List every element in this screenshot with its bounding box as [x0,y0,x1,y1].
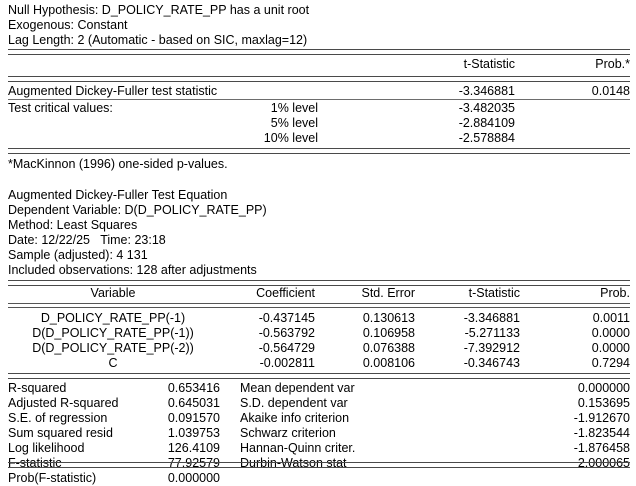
stat-label-sum-squared-resid: Sum squared resid [8,426,113,440]
coef-col-header-variable: Variable [90,286,136,300]
dependent-variable-line: Dependent Variable: D(D_POLICY_RATE_PP) [8,203,267,217]
stat-value-f-statistic: 77.92579 [167,456,220,470]
table-row-coefficient-2: -0.563792 [258,326,315,340]
stat-value-r-squared: 0.653416 [167,381,220,395]
stat-label-prob-f-statistic: Prob(F-statistic) [8,471,97,485]
stat-label-f-statistic: F-statistic [8,456,62,470]
table-row-variable-1: D_POLICY_RATE_PP(-1) [40,311,186,325]
table-row-coefficient-4: -0.002811 [259,356,315,370]
critical-level-label-1: 1% level [270,101,318,115]
coef-col-header-std-error: Std. Error [361,286,415,300]
critical-level-label-3: 10% level [263,131,318,145]
table-row-std-error-1: 0.130613 [362,311,415,325]
coef-col-header-t-statistic: t-Statistic [468,286,520,300]
table-row-std-error-4: 0.008106 [362,356,415,370]
method-line: Method: Least Squares [8,218,138,232]
included-observations-line: Included observations: 128 after adjustments [8,263,257,277]
table-row-t-statistic-1: -3.346881 [463,311,520,325]
stat-value-schwarz-criterion: -1.823544 [573,426,630,440]
critical-level-value-3: -2.578884 [458,131,515,145]
adf-statistic-prob: 0.0148 [591,84,630,98]
table-row-coefficient-1: -0.437145 [258,311,315,325]
rule-summary-bottom [8,462,630,468]
rule-coef-table-bottom [8,373,630,379]
stat-label-se-of-regression: S.E. of regression [8,411,108,425]
stat-value-sd-dependent-var: 0.153695 [577,396,630,410]
stat-value-se-of-regression: 0.091570 [167,411,220,425]
table-row-t-statistic-3: -7.392912 [463,341,520,355]
adf-col-header-prob: Prob.* [595,57,630,71]
table-row-std-error-3: 0.076388 [362,341,415,355]
stat-label-r-squared: R-squared [8,381,67,395]
stat-value-mean-dependent-var: 0.000000 [577,381,630,395]
critical-level-value-1: -3.482035 [458,101,515,115]
table-row-prob-2: 0.0000 [591,326,630,340]
table-row-prob-1: 0.0011 [592,311,630,325]
rule-coef-header-bottom [8,303,630,308]
sample-line: Sample (adjusted): 4 131 [8,248,148,262]
coef-col-header-coefficient: Coefficient [256,286,315,300]
adf-statistic-label: Augmented Dickey-Fuller test statistic [8,84,218,98]
stat-value-sum-squared-resid: 1.039753 [167,426,220,440]
critical-level-value-2: -2.884109 [458,116,515,130]
stat-label-durbin-watson-stat: Durbin-Watson stat [240,456,347,470]
coef-col-header-prob: Prob. [600,286,630,300]
stat-label-adjusted-r-squared: Adjusted R-squared [8,396,119,410]
stat-label-hannan-quinn-criter: Hannan-Quinn criter. [240,441,356,455]
rule-header-bottom [8,49,630,55]
stat-label-mean-dependent-var: Mean dependent var [240,381,355,395]
stat-value-prob-f-statistic: 0.000000 [167,471,220,485]
table-row-t-statistic-4: -0.346743 [463,356,520,370]
rule-adf-header-bottom [8,76,630,82]
mackinnon-footnote: *MacKinnon (1996) one-sided p-values. [8,157,228,171]
date-time-line: Date: 12/22/25 Time: 23:18 [8,233,166,247]
table-row-variable-4: C [108,356,118,370]
table-row-variable-2: D(D_POLICY_RATE_PP(-1)) [32,326,194,340]
table-row-prob-3: 0.0000 [591,341,630,355]
table-row-t-statistic-2: -5.271133 [464,326,520,340]
stat-value-log-likelihood: 126.4109 [167,441,220,455]
adf-critical-values-label: Test critical values: [8,101,113,115]
stat-value-akaike-info-criterion: -1.912670 [573,411,630,425]
table-row-variable-3: D(D_POLICY_RATE_PP(-2)) [32,341,194,355]
table-row-std-error-2: 0.106958 [362,326,415,340]
rule-adf-statistic-bottom [8,99,630,100]
stat-label-log-likelihood: Log likelihood [8,441,85,455]
table-row-prob-4: 0.7294 [591,356,630,370]
stat-label-akaike-info-criterion: Akaike info criterion [240,411,350,425]
table-row-coefficient-3: -0.564729 [258,341,315,355]
adf-statistic-value: -3.346881 [458,84,515,98]
null-hypothesis-line: Null Hypothesis: D_POLICY_RATE_PP has a unit root [8,3,310,17]
critical-level-label-2: 5% level [270,116,318,130]
stat-label-schwarz-criterion: Schwarz criterion [240,426,336,440]
equation-title: Augmented Dickey-Fuller Test Equation [8,188,228,202]
stat-value-hannan-quinn-criter: -1.876458 [573,441,630,455]
stat-value-durbin-watson-stat: 2.000065 [577,456,630,470]
exogenous-line: Exogenous: Constant [8,18,128,32]
adf-col-header-tstatistic: t-Statistic [463,57,515,71]
stat-label-sd-dependent-var: S.D. dependent var [240,396,348,410]
rule-adf-table-bottom [8,148,630,154]
lag-length-line: Lag Length: 2 (Automatic - based on SIC, maxlag=12) [8,33,308,47]
stat-value-adjusted-r-squared: 0.645031 [167,396,220,410]
